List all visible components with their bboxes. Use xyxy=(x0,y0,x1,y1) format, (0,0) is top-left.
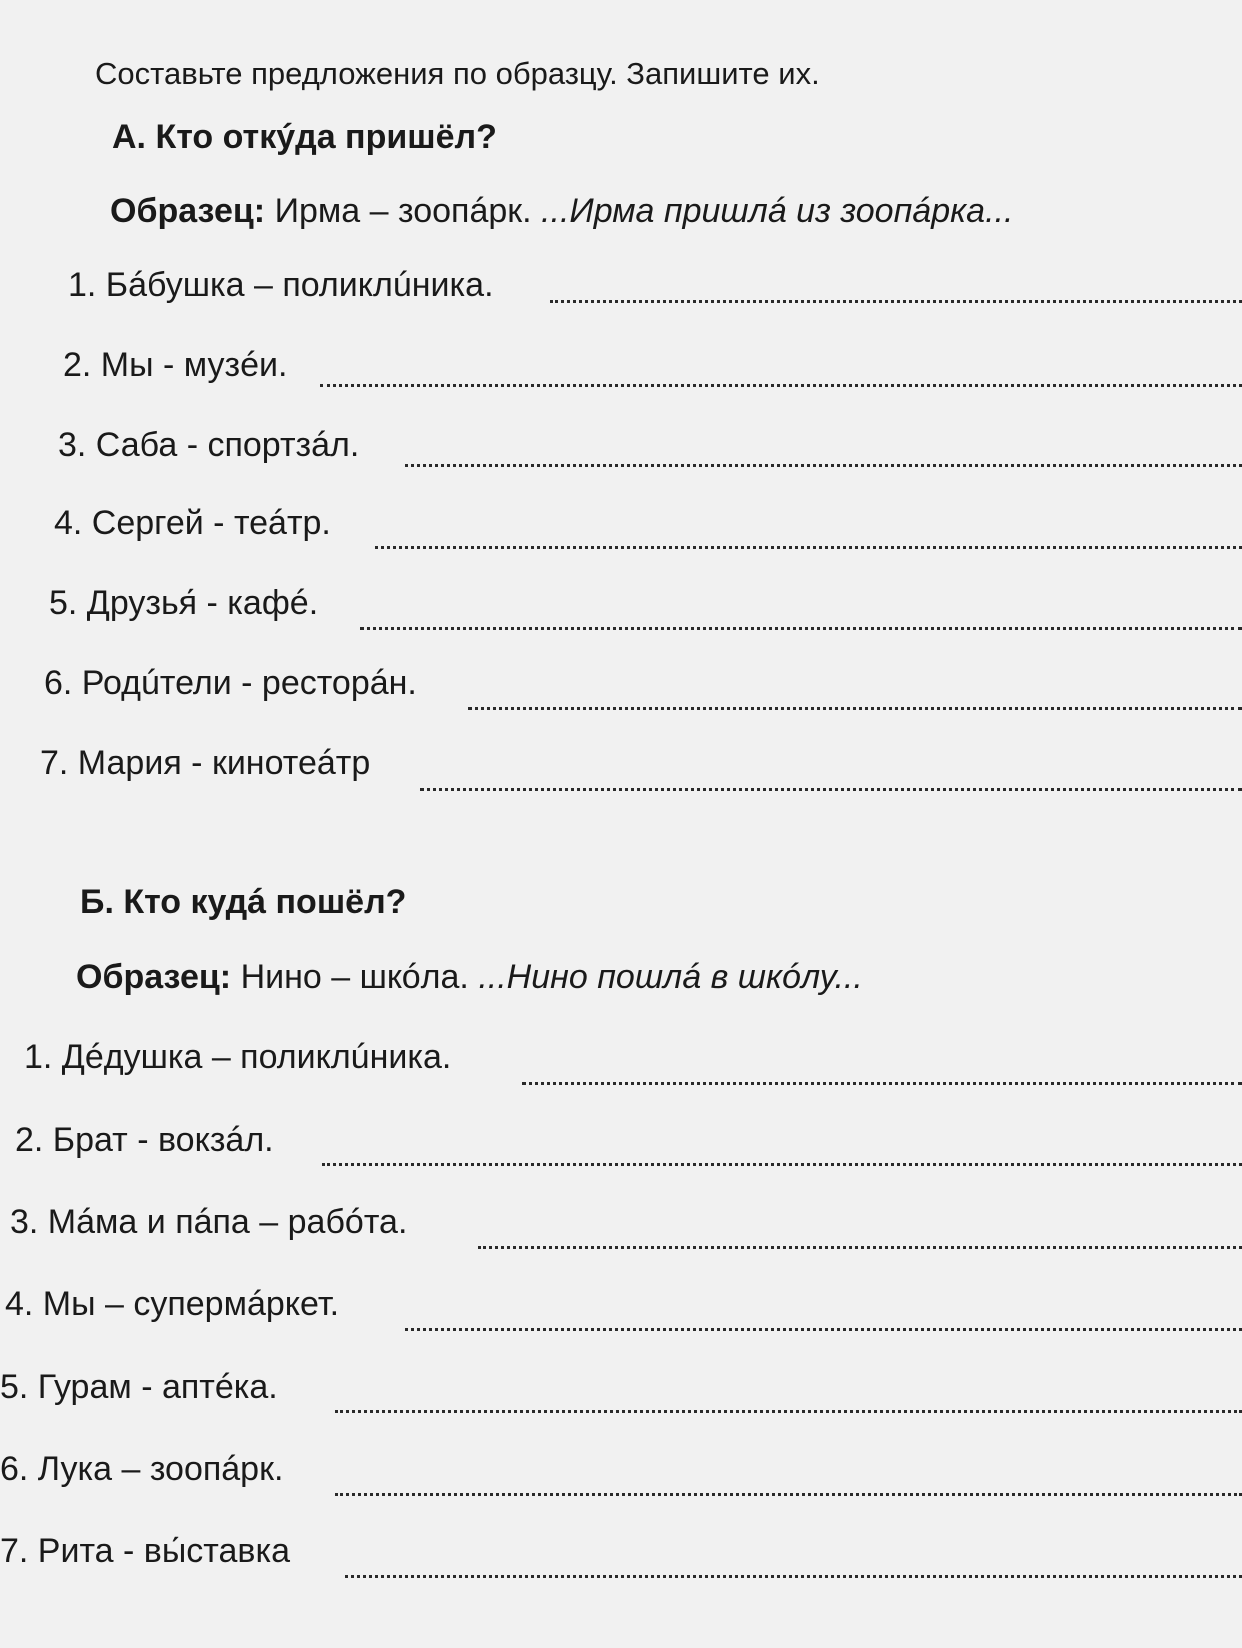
section-b-item-6: 6. Лука – зоопáрк. xyxy=(0,1450,284,1488)
sample-answer: ...Нино пошлá в шкóлу... xyxy=(478,958,863,996)
answer-line-a-2[interactable] xyxy=(320,384,1242,387)
sample-label: Образец: xyxy=(110,192,266,230)
answer-line-b-4[interactable] xyxy=(405,1328,1242,1331)
answer-line-b-5[interactable] xyxy=(335,1410,1242,1413)
answer-line-b-6[interactable] xyxy=(335,1493,1242,1496)
sample-prompt: Нино – шкóла. xyxy=(240,958,469,996)
answer-line-a-4[interactable] xyxy=(375,546,1242,549)
section-a-item-6: 6. Родúтели - ресторáн. xyxy=(44,664,417,702)
section-a-item-5: 5. Друзья́ - кафé. xyxy=(49,584,319,622)
section-b-item-7: 7. Рита - вы́ставка xyxy=(0,1532,290,1570)
sample-label: Образец: xyxy=(76,958,232,996)
section-a-sample xyxy=(110,194,1013,228)
section-a-title: А. Кто откýда пришёл? xyxy=(112,118,497,156)
answer-line-a-6[interactable] xyxy=(468,707,1242,710)
section-b-item-4: 4. Мы – супермáркет. xyxy=(5,1285,340,1323)
section-b-item-5: 5. Гурам - аптéка. xyxy=(0,1368,278,1406)
section-a-item-1: 1. Бáбушка – поликлúника. xyxy=(68,266,494,304)
sample-answer: ...Ирма пришлá из зоопáрка... xyxy=(541,192,1014,230)
section-a-item-4: 4. Сергей - теáтр. xyxy=(54,504,331,542)
section-b-item-3: 3. Мáма и пáпа – рабóта. xyxy=(10,1203,408,1241)
section-b-sample xyxy=(76,960,863,994)
section-a-item-2: 2. Мы - музéи. xyxy=(63,346,288,384)
section-b-item-2: 2. Брат - вокзáл. xyxy=(15,1121,274,1159)
section-a-item-3: 3. Саба - спортзáл. xyxy=(58,426,360,464)
answer-line-b-7[interactable] xyxy=(345,1575,1242,1578)
sample-prompt: Ирма – зоопáрк. xyxy=(274,192,532,230)
answer-line-a-3[interactable] xyxy=(405,464,1242,467)
answer-line-b-1[interactable] xyxy=(522,1082,1242,1085)
answer-line-b-3[interactable] xyxy=(478,1246,1242,1249)
instruction-text: Составьте предложения по образцу. Запишите их. xyxy=(95,56,820,91)
answer-line-a-5[interactable] xyxy=(360,627,1242,630)
answer-line-b-2[interactable] xyxy=(322,1163,1242,1166)
section-a-item-7: 7. Мария - кинотеáтр xyxy=(40,744,371,782)
answer-line-a-1[interactable] xyxy=(550,300,1242,303)
section-b-title: Б. Кто кудá пошёл? xyxy=(80,883,407,921)
answer-line-a-7[interactable] xyxy=(420,788,1242,791)
section-b-item-1: 1. Дéдушка – поликлúника. xyxy=(24,1038,452,1076)
